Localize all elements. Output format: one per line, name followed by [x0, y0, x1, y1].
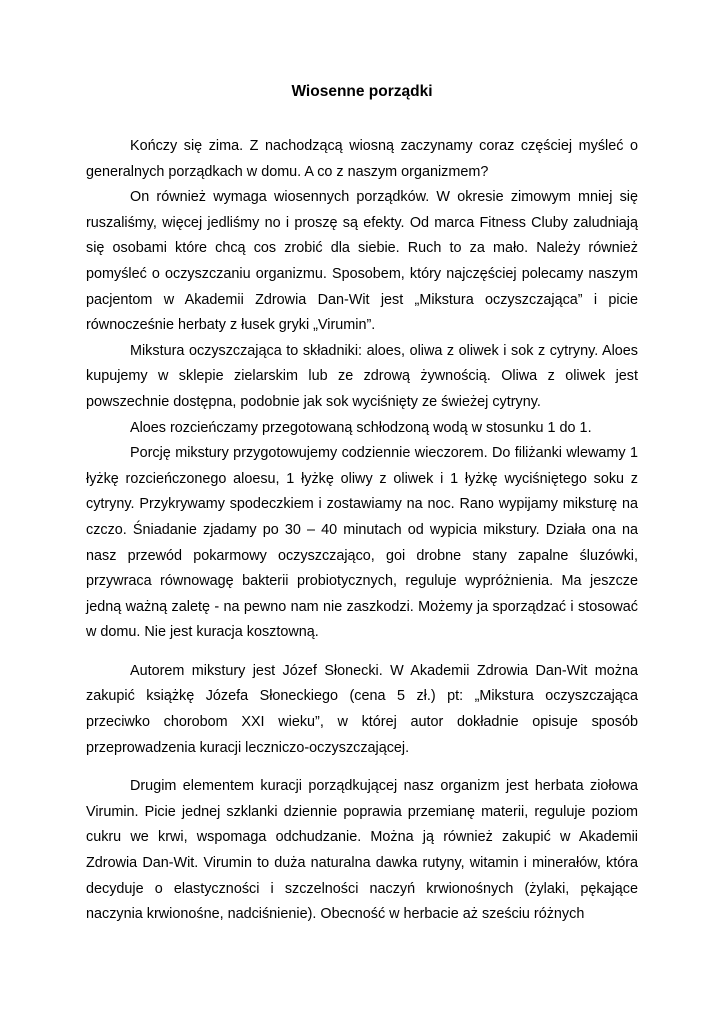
document-page	[86, 82, 638, 928]
paragraph-virumin: Drugim elementem kuracji porządkującej nasz organizm jest herbata ziołowa Virumin. Picie jednej szklanki dziennie poprawia przemianę materii, reguluje poziom cukru we krwi, wspomaga odchudzanie. Można ją również zakupić w Akademii Zdrowia Dan-Wit. Virumin to duża naturalna dawka rutyny, witamin i minerałów, która decyduje o elastyczności i szczelności naczyń krwionośnych (żylaki, pękające naczynia krwionośne, nadciśnienie). Obecność w herbacie aż sześciu różnych	[86, 778, 638, 923]
paragraph-mixture-ingredients: Mikstura oczyszczająca to składniki: aloes, oliwa z oliwek i sok z cytryny. Aloes kupujemy w sklepie zielarskim lub ze zdrową żywnością. Oliwa z oliwek jest powszechnie dostępna, podobnie jak sok wyciśnięty ze świeżej cytryny.	[86, 342, 638, 410]
paragraph-intro: Kończy się zima. Z nachodzącą wiosną zaczynamy coraz częściej myśleć o generalnych porządkach w domu. A co z naszym organizmem?	[86, 138, 638, 180]
paragraph-spring-cleaning: On również wymaga wiosennych porządków. W okresie zimowym mniej się ruszaliśmy, więcej jedliśmy no i proszę są efekty. Od marca Fitness Cluby zaludniają się osobami które chcą cos zrobić dla siebie. Ruch to za mało. Należy również pomyśleć o oczyszczaniu organizmu. Sposobem, który najczęściej polecamy naszym pacjentom w Akademii Zdrowia Dan-Wit jest „Mikstura oczyszczająca” i picie równocześnie herbaty z łusek gryki „Virumin”.	[86, 189, 638, 334]
paragraph-preparation: Porcję mikstury przygotowujemy codziennie wieczorem. Do filiżanki wlewamy 1 łyżkę rozcieńczonego aloesu, 1 łyżkę oliwy z oliwek i 1 łyżkę wyciśniętego soku z cytryny. Przykrywamy spodeczkiem i zostawiamy na noc. Rano wypijamy miksturę na czczo. Śniadanie zjadamy po 30 – 40 minutach od wypicia mikstury. Działa ona na nasz przewód pokarmowy oczyszczająco, goi drobne stany zapalne śluzówki, przywraca równowagę bakterii probiotycznych, reguluje wypróżnienia. Ma jeszcze jedną ważną zaletę - na pewno nam nie zaszkodzi. Możemy ja sporządzać i stosować w domu. Nie jest kuracja kosztowną.	[86, 445, 638, 641]
document-title: Wiosenne porządki	[291, 83, 433, 100]
paragraph-aloe-dilution: Aloes rozcieńczamy przegotowaną schłodzoną wodą w stosunku 1 do 1.	[130, 419, 592, 436]
paragraph-author: Autorem mikstury jest Józef Słonecki. W Akademii Zdrowia Dan-Wit można zakupić książkę Józefa Słoneckiego (cena 5 zł.) pt: „Mikstura oczyszczająca przeciwko chorobom XXI wieku”, w której autor dokładnie opisuje sposób przeprowadzenia kuracji leczniczo-oczyszczającej.	[86, 662, 638, 756]
